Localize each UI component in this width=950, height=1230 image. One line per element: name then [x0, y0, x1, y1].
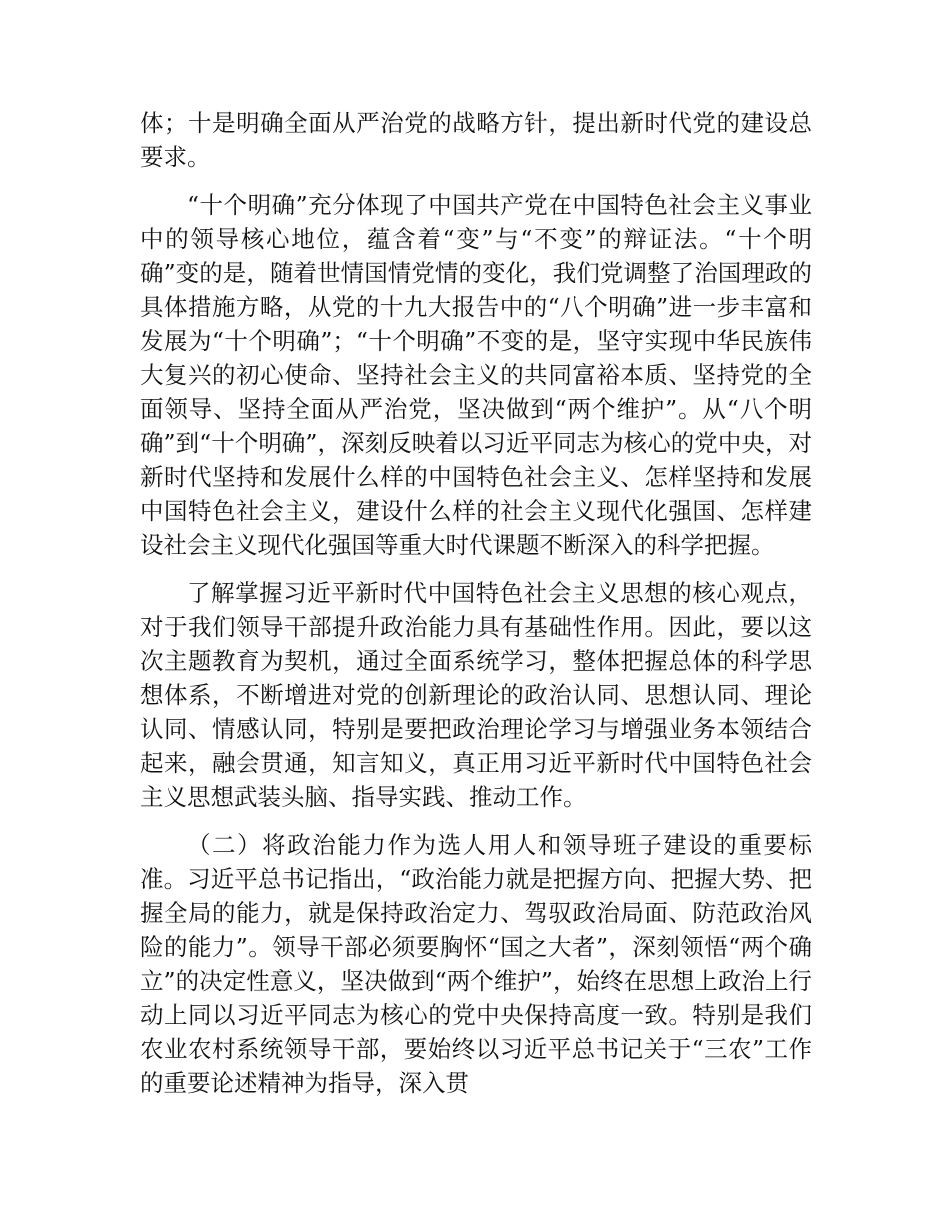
- paragraph-core-viewpoints: 了解掌握习近平新时代中国特色社会主义思想的核心观点，对于我们领导干部提升政治能力具有基础性作用。因此，要以这次主题教育为契机，通过全面系统学习，整体把握总体的科学思想体系，不断增进对党的创新理论的政治认同、思想认同、理论认同、情感认同，特别是要把政治理论学习与增强业务本领结合起来，融会贯通，知言知义，真正用习近平新时代中国特色社会主义思想武装头脑、指导实践、推动工作。: [140, 579, 812, 811]
- paragraph-continuation: 体；十是明确全面从严治党的战略方针，提出新时代党的建设总要求。: [140, 109, 812, 171]
- paragraph-political-ability: （二）将政治能力作为选人用人和领导班子建设的重要标准。习近平总书记指出，“政治能力就是把握方向、把握大势、把握全局的能力，就是保持政治定力、驾驭政治局面、防范政治风险的能力”。领导干部必须要胸怀“国之大者”，深刻领悟“两个确立”的决定性意义，坚决做到“两个维护”，始终在思想上政治上行动上同以习近平同志为核心的党中央保持高度一致。特别是我们农业农村系统领导干部，要始终以习近平总书记关于“三农”工作的重要论述精神为指导，深入贯: [140, 831, 812, 1097]
- paragraph-ten-clarifications: “十个明确”充分体现了中国共产党在中国特色社会主义事业中的领导核心地位，蕴含着“变”与“不变”的辩证法。“十个明确”变的是，随着世情国情党情的变化，我们党调整了治国理政的具体措施方略，从党的十九大报告中的“八个明确”进一步丰富和发展为“十个明确”；“十个明确”不变的是，坚守实现中华民族伟大复兴的初心使命、坚持社会主义的共同富裕本质、坚持党的全面领导、坚持全面从严治党，坚决做到“两个维护”。从“八个明确”到“十个明确”，深刻反映着以习近平同志为核心的党中央，对新时代坚持和发展什么样的中国特色社会主义、怎样坚持和发展中国特色社会主义，建设什么样的社会主义现代化强国、怎样建设社会主义现代化强国等重大时代课题不断深入的科学把握。: [140, 191, 812, 559]
- document-body: [140, 106, 812, 1100]
